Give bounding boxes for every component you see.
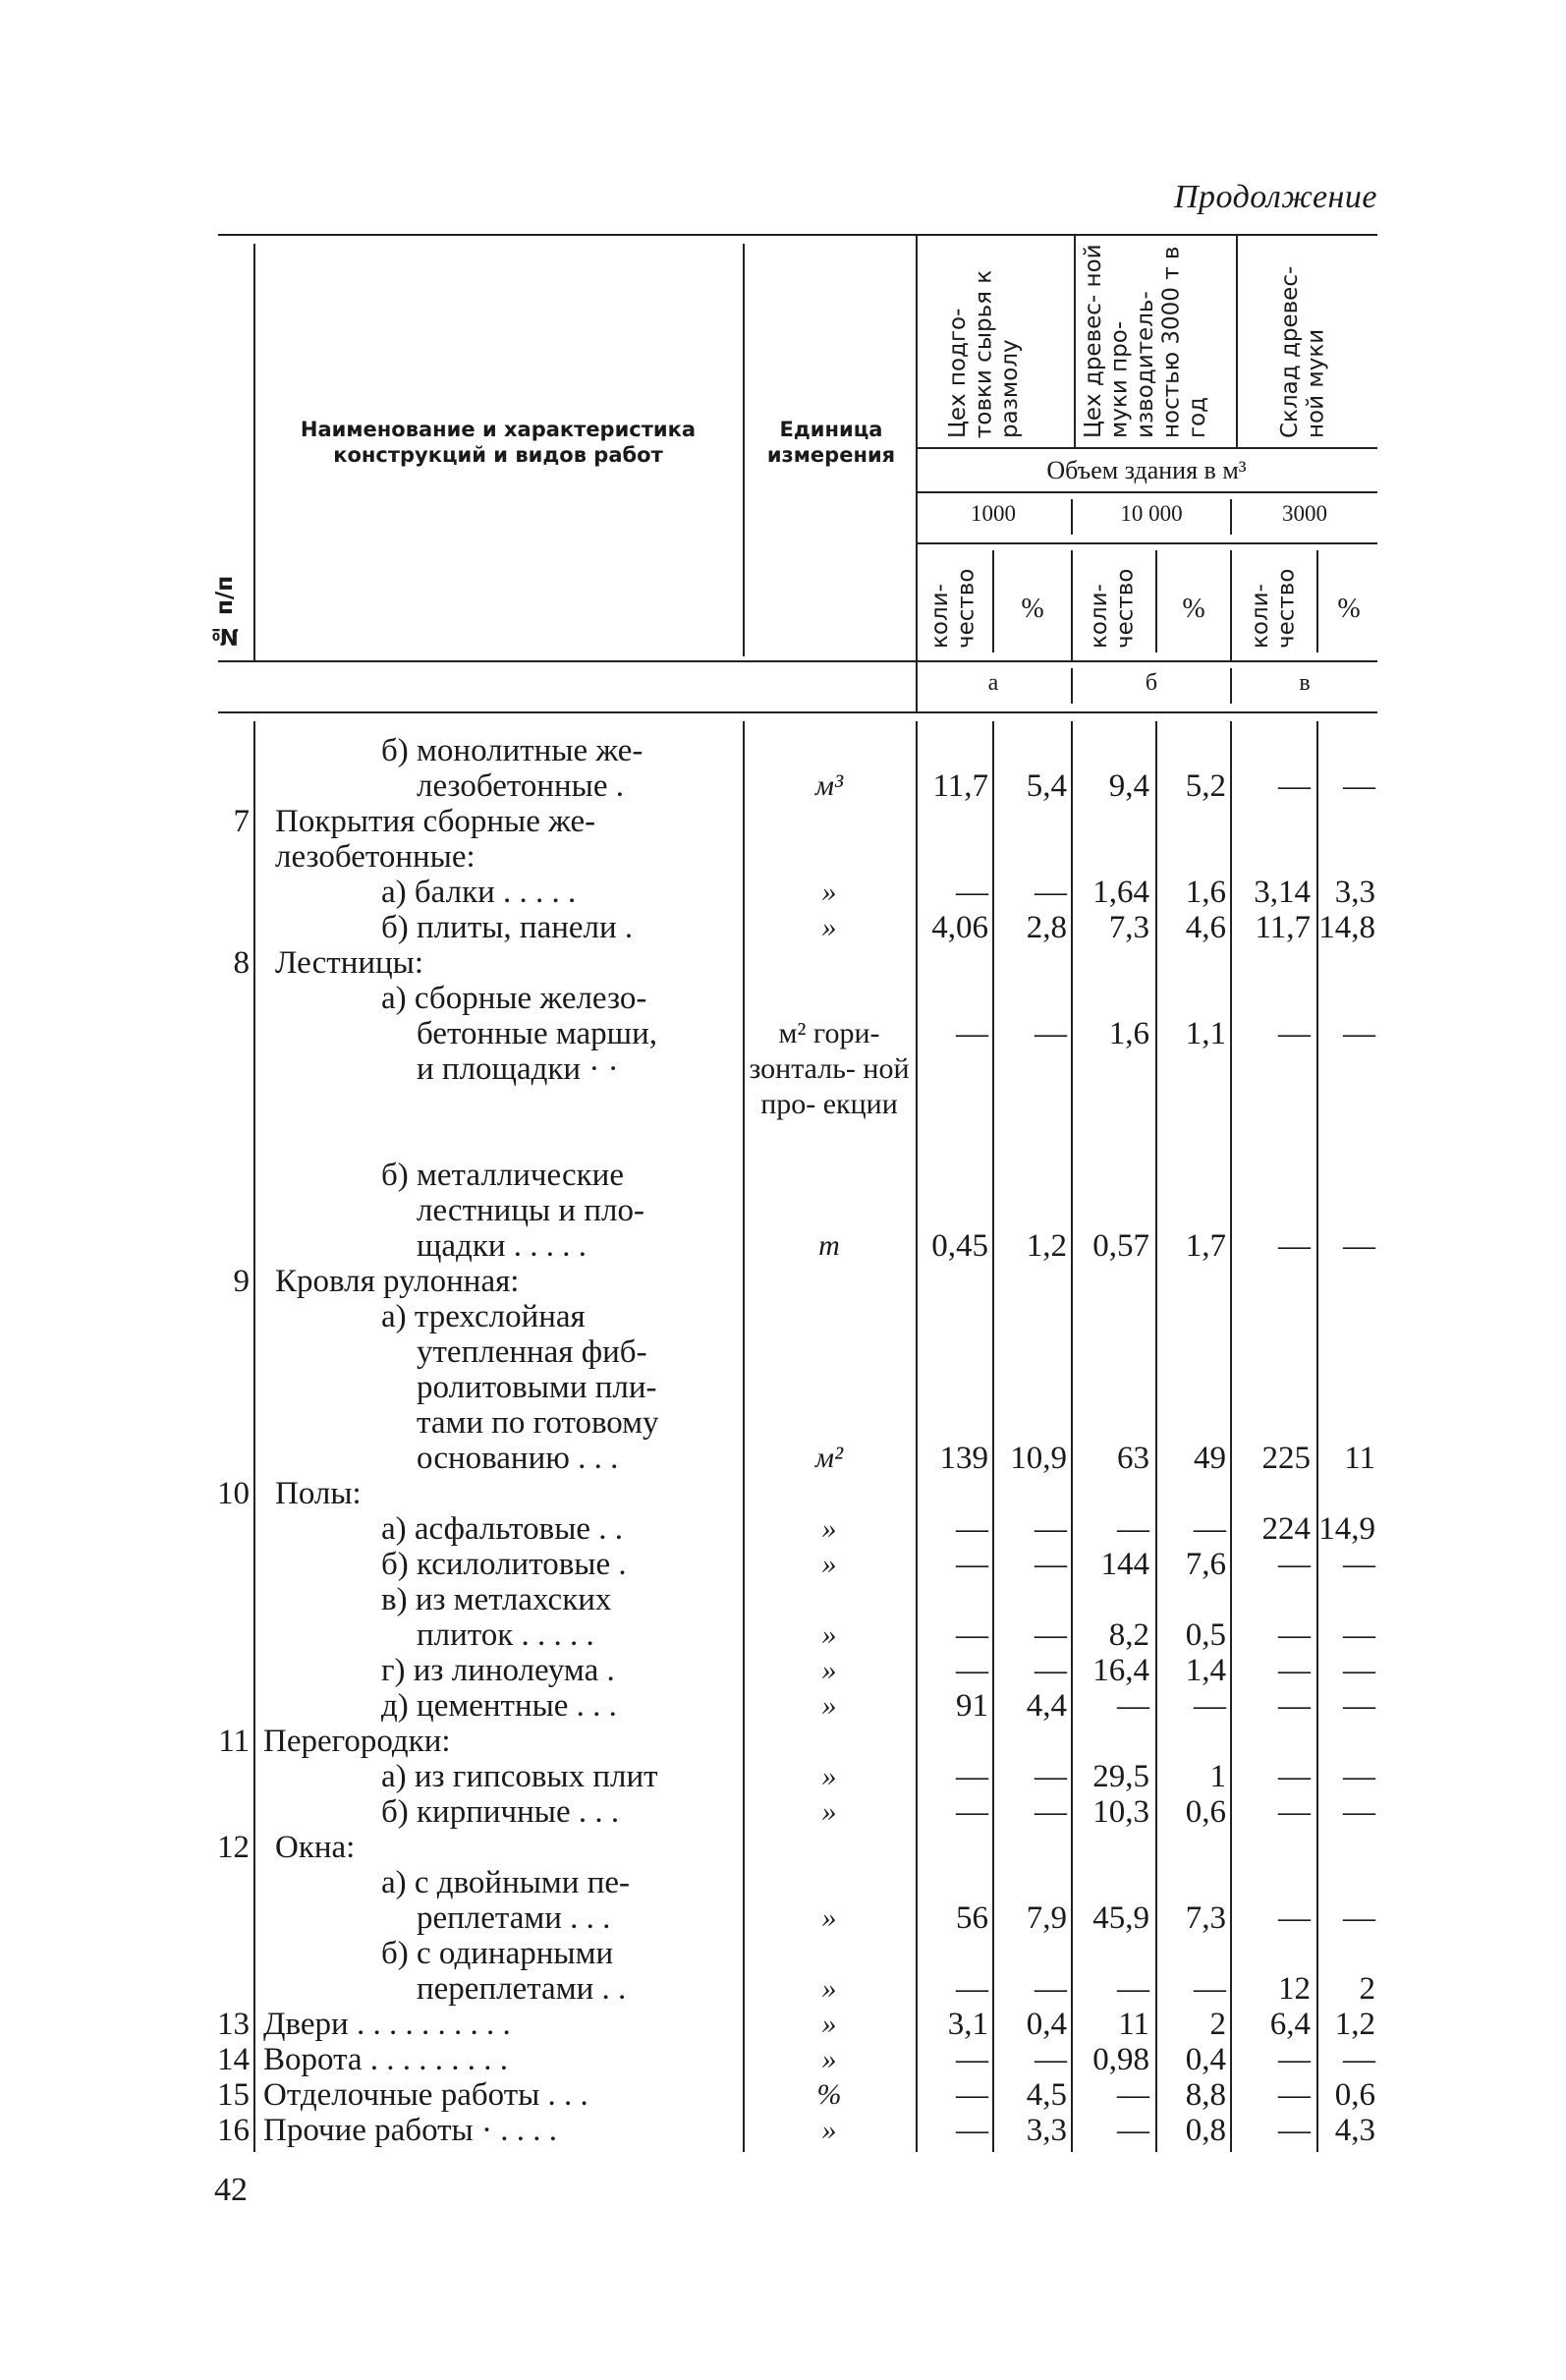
row-value: 63 <box>1117 1441 1149 1476</box>
sub-header-rule <box>916 542 1377 544</box>
row-value: 1,1 <box>1185 1016 1226 1051</box>
row-value: 11,7 <box>932 768 988 804</box>
row-value: 0,8 <box>1185 2113 1226 2148</box>
row-value: — <box>1035 1653 1067 1688</box>
row-name-line: Двери . . . . . . . . . . <box>263 2007 511 2042</box>
row-value: 1,64 <box>1092 875 1149 910</box>
row-value: — <box>1343 1547 1375 1582</box>
col-sep-b1-header <box>1074 236 1076 447</box>
row-value: — <box>956 875 988 910</box>
volume-1: 1000 <box>971 501 1016 526</box>
row-value: 5,4 <box>1026 768 1067 804</box>
row-value: — <box>1343 1228 1375 1264</box>
letter-v: в <box>1299 670 1311 696</box>
row-value: — <box>1278 2077 1311 2113</box>
row-name-line: и площадки · · <box>417 1051 619 1087</box>
row-value: 10,3 <box>1092 1794 1149 1830</box>
row-name-line: б) монолитные же- <box>381 733 643 768</box>
volume-top-rule <box>916 447 1377 449</box>
row-number: 7 <box>233 804 250 839</box>
row-value: — <box>1117 1688 1149 1724</box>
row-value: 0,4 <box>1185 2042 1226 2077</box>
row-value: 0,5 <box>1185 1617 1226 1653</box>
row-name-line: а) сборные железо- <box>381 981 647 1016</box>
volume-3: 3000 <box>1282 501 1327 526</box>
row-name-line: б) с одинарными <box>381 1936 614 1971</box>
row-value: 1,6 <box>1185 875 1226 910</box>
row-number: 16 <box>217 2113 250 2148</box>
row-name-line: Прочие работы · . . . . <box>263 2113 557 2148</box>
row-value: 6,4 <box>1269 2007 1311 2042</box>
row-value: 9,4 <box>1108 768 1149 804</box>
row-value: 3,1 <box>947 2007 988 2042</box>
row-value: 144 <box>1100 1547 1149 1582</box>
row-unit: » <box>821 1901 837 1934</box>
row-value: — <box>1035 875 1067 910</box>
row-unit: т <box>818 1229 840 1262</box>
row-value: 3,3 <box>1026 2113 1067 2148</box>
row-value: — <box>1278 2042 1311 2077</box>
row-value: — <box>1035 1971 1067 2007</box>
sub-sep-2 <box>1071 550 1073 660</box>
row-name-line: Окна: <box>275 1830 356 1865</box>
row-value: 14,8 <box>1318 910 1375 945</box>
row-value: — <box>1035 2042 1067 2077</box>
row-unit: » <box>821 1972 837 2005</box>
row-value: — <box>956 1617 988 1653</box>
row-value: — <box>1343 1759 1375 1794</box>
row-name-line: а) из гипсовых плит <box>381 1759 658 1794</box>
row-value: 8,8 <box>1185 2077 1226 2113</box>
row-value: — <box>1117 1971 1149 2007</box>
row-name-line: ролитовыми пли- <box>417 1370 657 1405</box>
row-name-line: Полы: <box>275 1476 362 1511</box>
row-value: 2 <box>1209 2007 1226 2042</box>
row-value: — <box>1194 1511 1226 1547</box>
row-unit: » <box>821 1512 837 1545</box>
row-name-line: а) трехслойная <box>381 1299 586 1334</box>
qty-header-1: коли- чество <box>927 568 979 649</box>
row-name-line: утепленная фиб- <box>417 1334 647 1370</box>
row-value: — <box>1194 1688 1226 1724</box>
row-name-line: Перегородки: <box>263 1724 451 1759</box>
row-value: — <box>1343 1794 1375 1830</box>
row-name-line: б) кирпичные . . . <box>381 1794 620 1830</box>
row-value: — <box>1117 2113 1149 2148</box>
volume-2: 10 000 <box>1120 501 1183 526</box>
row-value: 2 <box>1359 1971 1375 2007</box>
row-value: — <box>1343 1900 1375 1936</box>
pct-header-3: % <box>1337 594 1361 624</box>
row-unit: » <box>821 1548 837 1580</box>
row-value: — <box>1035 1016 1067 1051</box>
row-value: — <box>1117 2077 1149 2113</box>
volume-values-rule <box>916 491 1377 493</box>
row-number: 8 <box>233 945 250 981</box>
row-value: — <box>1343 1016 1375 1051</box>
name-column-header: Наименование и характеристика конструкций и видов работ <box>300 418 697 468</box>
row-value: 0,4 <box>1026 2007 1067 2042</box>
row-value: — <box>1278 1617 1311 1653</box>
row-value: 4,5 <box>1026 2077 1067 2113</box>
row-unit: » <box>821 2008 837 2040</box>
row-value: — <box>956 1759 988 1794</box>
row-name-line: лестницы и пло- <box>417 1193 644 1228</box>
row-value: 4,3 <box>1334 2113 1375 2148</box>
row-name-line: б) ксилолитовые . <box>381 1547 627 1582</box>
body-sep-name <box>743 721 745 2152</box>
row-value: 4,4 <box>1026 1688 1067 1724</box>
row-value: — <box>956 2077 988 2113</box>
row-name-line: переплетами . . <box>417 1971 627 2007</box>
row-value: 0,6 <box>1185 1794 1226 1830</box>
row-value: 91 <box>956 1688 988 1724</box>
row-unit: » <box>821 1654 837 1686</box>
row-value: 225 <box>1261 1441 1311 1476</box>
row-value: 0,6 <box>1334 2077 1375 2113</box>
row-name-line: лезобетонные: <box>275 839 475 875</box>
row-value: 0,98 <box>1092 2042 1149 2077</box>
row-unit: » <box>821 1689 837 1722</box>
pct-header-1: % <box>1021 594 1044 624</box>
row-value: — <box>1343 1653 1375 1688</box>
row-value: 0,45 <box>931 1228 988 1264</box>
row-value: 139 <box>939 1441 988 1476</box>
page-number: 42 <box>214 2172 248 2208</box>
row-value: 12 <box>1278 1971 1311 2007</box>
row-name-line: лезобетонные . <box>417 768 624 804</box>
row-value: — <box>1343 1617 1375 1653</box>
row-unit: » <box>821 1795 837 1828</box>
header-letters-rule <box>218 660 1377 662</box>
row-name-line: г) из линолеума . <box>381 1653 615 1688</box>
row-value: 1,2 <box>1334 2007 1375 2042</box>
row-unit: » <box>821 876 837 908</box>
row-value: 16,4 <box>1092 1653 1149 1688</box>
row-value: — <box>1278 1794 1311 1830</box>
letter-b: б <box>1145 670 1158 696</box>
row-value: 3,14 <box>1254 875 1311 910</box>
row-value: 0,57 <box>1092 1228 1149 1264</box>
row-value: — <box>956 2042 988 2077</box>
row-unit: » <box>821 2114 837 2146</box>
row-value: 7,3 <box>1185 1900 1226 1936</box>
row-number: 15 <box>217 2077 250 2113</box>
row-value: 224 <box>1261 1511 1311 1547</box>
row-value: 7,3 <box>1108 910 1149 945</box>
row-value: — <box>956 2113 988 2148</box>
row-value: — <box>1343 768 1375 804</box>
row-value: — <box>1278 1547 1311 1582</box>
row-value: — <box>956 1016 988 1051</box>
row-name-line: плиток . . . . . <box>417 1617 594 1653</box>
row-value: — <box>1035 1617 1067 1653</box>
row-name-line: а) с двойными пе- <box>381 1865 631 1900</box>
row-value: — <box>1278 1688 1311 1724</box>
volume-header: Объем здания в м³ <box>1046 456 1247 484</box>
row-value: 7,6 <box>1185 1547 1226 1582</box>
row-value: 49 <box>1194 1441 1226 1476</box>
row-value: 1,7 <box>1185 1228 1226 1264</box>
col-sep-name-header <box>743 244 745 656</box>
row-name-line: Покрытия сборные же- <box>275 804 596 839</box>
row-name-line: реплетами . . . <box>417 1900 611 1936</box>
row-name-line: тами по готовому <box>417 1405 659 1441</box>
row-number: 10 <box>217 1476 250 1511</box>
row-value: — <box>1278 1228 1311 1264</box>
row-name-line: щадки . . . . . <box>417 1228 587 1264</box>
row-value: 11,7 <box>1255 910 1311 945</box>
row-value: — <box>956 1653 988 1688</box>
qty-header-2: коли- чество <box>1087 568 1139 649</box>
row-unit: » <box>821 1618 837 1651</box>
row-name-line: д) цементные . . . <box>381 1688 617 1724</box>
row-value: — <box>1343 1688 1375 1724</box>
row-value: 1,4 <box>1185 1653 1226 1688</box>
row-name-line: Кровля рулонная: <box>275 1264 520 1299</box>
row-value: 3,3 <box>1334 875 1375 910</box>
row-unit: » <box>821 911 837 943</box>
row-name-line: а) балки . . . . . <box>381 875 577 910</box>
row-unit: м³ <box>814 769 844 802</box>
row-value: 1,6 <box>1108 1016 1149 1051</box>
sub-sep-4 <box>1230 550 1232 660</box>
row-value: — <box>1035 1759 1067 1794</box>
row-name-line: основанию . . . <box>417 1441 619 1476</box>
row-name-line: а) асфальтовые . . <box>381 1511 624 1547</box>
row-value: 45,9 <box>1092 1900 1149 1936</box>
header-top-rule <box>218 234 1377 236</box>
sub-sep-3 <box>1155 550 1157 652</box>
row-name-line: б) плиты, панели . <box>381 910 634 945</box>
row-value: 7,9 <box>1026 1900 1067 1936</box>
row-number: 14 <box>217 2042 250 2077</box>
sub-sep-5 <box>1316 550 1318 652</box>
row-value: 14,9 <box>1318 1511 1375 1547</box>
row-name-line: Отделочные работы . . . <box>263 2077 588 2113</box>
row-value: — <box>1117 1511 1149 1547</box>
row-name-line: Ворота . . . . . . . . . <box>263 2042 509 2077</box>
row-value: 4,6 <box>1185 910 1226 945</box>
pct-header-2: % <box>1182 594 1205 624</box>
unit-column-header: Единица измерения <box>766 418 896 468</box>
row-number: 12 <box>217 1830 250 1865</box>
row-unit: » <box>821 2043 837 2075</box>
letter-a: а <box>987 670 999 696</box>
row-name-line: б) металлические <box>381 1158 624 1193</box>
row-unit: м² гори- зонталь- ной про- екции <box>749 1017 910 1120</box>
row-unit: % <box>816 2078 842 2111</box>
row-value: — <box>1194 1971 1226 2007</box>
row-value: 1 <box>1209 1759 1226 1794</box>
row-value: — <box>956 1971 988 2007</box>
row-value: — <box>956 1547 988 1582</box>
row-number: 11 <box>218 1724 250 1759</box>
row-value: 29,5 <box>1092 1759 1149 1794</box>
row-number: 9 <box>233 1264 250 1299</box>
row-value: — <box>1278 1653 1311 1688</box>
row-name-line: бетонные марши, <box>417 1016 658 1051</box>
no-column-header: № п/п <box>212 575 238 649</box>
building-1-header: Цех подго- товки сырья к размолу <box>945 269 1023 438</box>
row-value: 8,2 <box>1108 1617 1149 1653</box>
building-2-header: Цех древес- ной муки про- изводитель- ностью 3000 т в год <box>1081 244 1210 438</box>
row-value: — <box>1278 2113 1311 2148</box>
body-sep-no <box>253 721 255 2152</box>
row-value: 1,2 <box>1026 1228 1067 1264</box>
row-name-line: Лестницы: <box>275 945 424 981</box>
row-value: 5,2 <box>1185 768 1226 804</box>
row-number: 13 <box>217 2007 250 2042</box>
row-value: — <box>1278 1900 1311 1936</box>
building-3-header: Склад древес- ной муки <box>1277 265 1329 438</box>
row-value: 4,06 <box>931 910 988 945</box>
row-value: 10,9 <box>1010 1441 1067 1476</box>
col-sep-b2-header <box>1236 236 1238 447</box>
row-value: — <box>956 1511 988 1547</box>
col-sep-no-header <box>253 244 255 660</box>
row-value: — <box>1035 1547 1067 1582</box>
qty-header-3: коли- чество <box>1248 568 1300 649</box>
row-value: 56 <box>956 1900 988 1936</box>
row-value: — <box>956 1794 988 1830</box>
continued-label: Продолжение <box>1173 179 1377 215</box>
row-value: 2,8 <box>1026 910 1067 945</box>
header-bottom-rule <box>218 711 1377 713</box>
row-value: — <box>1035 1511 1067 1547</box>
row-value: 11 <box>1118 2007 1149 2042</box>
row-value: — <box>1278 1016 1311 1051</box>
row-name-line: в) из метлахских <box>381 1582 612 1617</box>
sub-sep-1 <box>992 550 994 652</box>
row-value: — <box>1278 768 1311 804</box>
row-unit: » <box>821 1760 837 1792</box>
row-value: — <box>1343 2042 1375 2077</box>
row-value: — <box>1278 1759 1311 1794</box>
row-unit: м² <box>814 1442 844 1474</box>
row-value: 11 <box>1344 1441 1375 1476</box>
row-value: — <box>1035 1794 1067 1830</box>
